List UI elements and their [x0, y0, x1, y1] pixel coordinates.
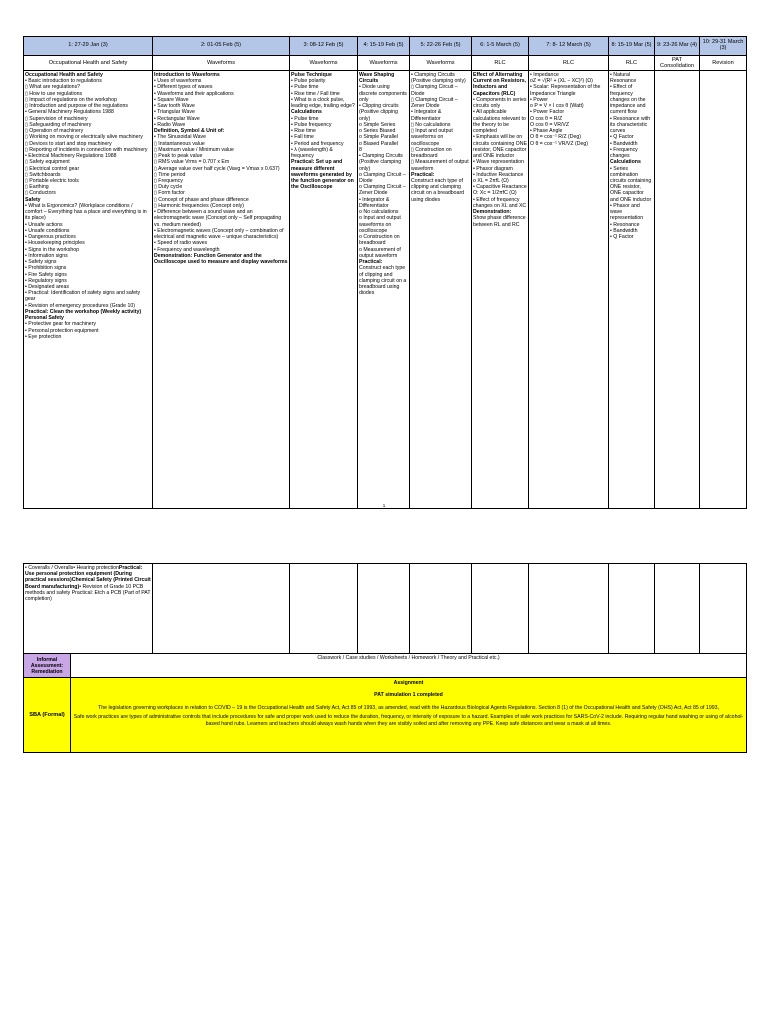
content-line: Effect of Alternating Current on Resistors, Inductors and Capacitors (RLC) [473, 72, 527, 97]
week-header: 8: 15-19 Mar (5) [609, 37, 655, 56]
content-line: Occupational Health and Safety [25, 72, 103, 78]
week-header: 4: 15-19 Feb (5) [358, 37, 410, 56]
content-line: • What is a clock pulse, leading edge, trailing edge? [291, 96, 355, 110]
content-line: Pulse Technique [291, 72, 332, 78]
content-line: ▯ Clamping Circuit – Diode [411, 84, 458, 97]
content-line: Practical: [359, 259, 383, 266]
week-header: 2: 01-05 Feb (5) [153, 37, 290, 56]
topic-header: Occupational Health and Safety [24, 56, 153, 71]
topic-header: RLC [609, 56, 655, 71]
content-line: • Period and frequency [291, 140, 344, 147]
week-header: 7: 8- 12 March (5) [529, 37, 609, 56]
teaching-plan-table [23, 36, 747, 509]
content-line: • Clamping Circuits (Positive clamping only) [359, 153, 403, 172]
content-line: • Fall time [291, 134, 314, 141]
content-row [24, 71, 747, 509]
content-line: • General Machinery Regulations 1988 [25, 109, 114, 116]
content-line: • Series combination circuits containing ONE resistor, ONE capacitor and ONE inductor [610, 165, 652, 203]
content-line: • Information signs [25, 252, 68, 259]
content-line: Show phase difference between RL and RC [473, 215, 526, 228]
content-line: • Rise time / Fall time [291, 90, 340, 97]
sba-paragraph-safe-work: Safe work practices are types of administrative controls that include procedures for safe and proper work used to reduce the duration, frequency, or intensity of exposure to a hazard. Examples of safe work practices for SARS-CoV-2 include. Requiring regular hand washing or using of alcohol-based hand rubs. Learners and teachers should always wash hands when they are visibly soiled and after removing any PPE. Keep safe distances and wear a mask at all times. [73, 714, 744, 728]
sba-content [71, 678, 747, 753]
content-line: • Resonance with its characteristic curves [610, 115, 651, 135]
empty-cell [529, 564, 609, 654]
content-line: ▯ Instantaneous value [154, 140, 205, 147]
empty-cell [358, 564, 410, 654]
content-line: • Electrical Machinery Regulations 1988 [25, 153, 117, 160]
content-line: • Dangerous practices [25, 234, 76, 241]
empty-cell [410, 564, 472, 654]
content-line: Practical: Set up and measure different waveforms generated by the function generator on the Oscilloscope [291, 159, 354, 191]
content-line: • Prohibition signs [25, 265, 67, 272]
content-line: • Effect of frequency changes on XL and XC [473, 196, 527, 209]
week-header: 6: 1-5 March (5) [472, 37, 529, 56]
empty-cell [290, 564, 358, 654]
content-line: • Signs in the workshop [25, 246, 80, 253]
week-header: 10: 29-31 March (3) [700, 37, 747, 56]
content-line: • Phasor diagram [473, 165, 513, 172]
content-line: ▯ Safeguarding of machinery [25, 121, 92, 128]
content-line: • Electromagnetic waves (Concept only – combination of electrical and magnetic wave – unique characteristics) [154, 227, 284, 241]
content-line: ▯ Duty cycle [154, 184, 183, 191]
content-line: o P = V × I cos θ (Watt) [530, 103, 584, 110]
sba-paragraph-legislation: The legislation governing workplaces in relation to COVID – 19 is the Occupational Health and Safety Act, Act 85 of 1993, as amended, read with the Hazardous Biological Agents Regulations. Section 8 (1) of the Occupational Health and Safety (OHS) Act, Act 85 of 1993, [98, 705, 719, 712]
content-line: • Hearing protection [73, 565, 119, 571]
week-header: 1: 27-29 Jan (3) [24, 37, 153, 56]
content-line: • Revision of emergency procedures (Grade 10) [25, 302, 135, 309]
content-line: Practical: Use personal protection equipment (During practical sessions) [25, 565, 143, 584]
topic-header: Waveforms [358, 56, 410, 71]
topic-header: PAT Consolidation [655, 56, 700, 71]
content-line: • Q Factor [610, 134, 634, 141]
sba-title-pat: PAT simulation 1 completed [374, 692, 443, 699]
content-line: • Pulse time [291, 115, 319, 122]
week-content-cell [609, 71, 655, 509]
week-content-cell [529, 71, 609, 509]
content-line: • Frequency changes [610, 146, 638, 160]
content-line: o Clamping Circuit – Zener Diode [359, 184, 406, 197]
content-line: • Wave representation [473, 159, 524, 166]
content-line: Construct each type of clipping and clamping circuit on a breadboard using diodes [411, 177, 465, 203]
topic-header: Waveforms [153, 56, 290, 71]
topic-header: RLC [529, 56, 609, 71]
content-line: O cos θ = R/Z [530, 115, 563, 122]
topic-header: Waveforms [290, 56, 358, 71]
week-header: 5: 22-26 Feb (5) [410, 37, 472, 56]
content-line: ▯ Harmonic frequencies (Concept only) [154, 202, 244, 209]
content-line: ▯ Frequency [154, 177, 183, 184]
content-line: • Fire Safety signs [25, 271, 67, 278]
informal-assessment-row [24, 654, 747, 678]
content-line: ▯ Form factor [154, 190, 185, 197]
content-line: • The Sinusoidal Wave [154, 134, 206, 141]
content-line: 8 [359, 146, 362, 153]
content-line: o Input and output waveforms on oscilloscope [359, 215, 401, 234]
content-line: • Clamping Circuits (Positive clamping only) [411, 72, 466, 85]
week-header: 9: 23-26 Mar (4) [655, 37, 700, 56]
sba-title-assignment: Assignment [393, 680, 424, 686]
content-line: ▯ Safety equipment [25, 159, 70, 166]
content-line: o Clamping Circuit – Diode [359, 171, 406, 184]
content-line: • Capacitive Reactance [473, 184, 527, 191]
content-line: Demonstration: Function Generator and the Oscilloscope used to measure and display waveforms [154, 252, 288, 266]
content-line: • Phasor and wave representation [610, 202, 644, 222]
content-line: ▯ RMS value Vrms = 0.707 x Em [154, 159, 230, 166]
empty-cell [609, 564, 655, 654]
content-line: o Simple Series [359, 121, 396, 128]
content-line: • Inductive Reactance [473, 171, 524, 178]
content-line: • Square Wave [154, 96, 189, 103]
empty-cell [153, 564, 290, 654]
sba-row [24, 678, 747, 753]
content-line: ▯ No calculations [411, 121, 451, 128]
content-line: Practical: Clean the workshop (Weekly activity) [25, 308, 142, 315]
week-content-cell [655, 71, 700, 509]
content-line: • Phase Angle [530, 128, 563, 135]
content-line: • Diode using discrete components only [359, 84, 407, 103]
topic-header-row [24, 56, 747, 71]
content-line: ▯ Switchboards [25, 171, 61, 178]
content-line: o Simple Parallel [359, 134, 398, 141]
content-line: o Series Biased [359, 128, 396, 135]
content-line: o Measurement of output waveform [359, 246, 401, 259]
content-line: Practical: [411, 171, 435, 178]
content-line: • Pulse frequency [291, 121, 332, 128]
content-line: ▯ Measurement of output waveform [411, 159, 469, 172]
content-line: ▯ Time period [154, 171, 186, 178]
content-line: • Integrator & Differentiator [411, 109, 442, 122]
content-line: • Power Factor [530, 109, 565, 116]
content-line: • Frequency and wavelength [154, 246, 220, 253]
content-line: ▯ Supervision of machinery [25, 115, 88, 122]
content-line: • Regulatory signs [25, 277, 67, 284]
content-line: • Rise time [291, 128, 316, 135]
content-line: ▯ Concept of phase and phase difference [154, 196, 249, 203]
week-content-cell [700, 71, 747, 509]
week-content-cell [472, 71, 529, 509]
content-line: Chemical Safety (Printed Circuit Board manufacturing) [25, 577, 151, 590]
content-line: • Waveforms and their applications [154, 90, 234, 97]
content-line: • Personal protection equipment [25, 327, 99, 334]
content-line: O cos θ = VR/VZ [530, 121, 570, 128]
content-line: Personal Safety [25, 315, 64, 322]
continued-content-row [24, 564, 747, 654]
content-line: ▯ What are regulations? [25, 84, 81, 91]
content-line: o No calculations [359, 209, 399, 216]
content-line: ▯ How to use regulations [25, 90, 83, 97]
content-line: o XL = 2πfL (Ω) [473, 177, 509, 184]
content-line: • Bandwidth [610, 140, 638, 147]
content-line: • λ (wavelength) & frequency [291, 146, 333, 160]
content-line: • Natural Resonance [610, 72, 637, 85]
content-line: Practical: Etch a PCB (Part of PAT completion) [25, 589, 151, 603]
content-line: • Unsafe conditions [25, 227, 70, 234]
content-line: • Impedance [530, 72, 559, 78]
content-line: • Pulse time [291, 84, 319, 91]
teaching-plan-table-continued [23, 563, 747, 753]
content-line: o Biased Parallel [359, 140, 398, 147]
content-line: • Rectangular Wave [154, 115, 200, 122]
content-line: • Clipping circuits (Positive clipping only) [359, 103, 399, 122]
content-line: ▯ Clamping Circuit – Zener Diode [411, 96, 458, 110]
content-line: Safety [25, 196, 41, 203]
content-line: ▯ Construction on breadboard [411, 146, 452, 160]
topic-header: RLC [472, 56, 529, 71]
content-line: • Protective gear for machinery [25, 321, 97, 328]
content-line: ▯ Introduction and purpose of the regulations [25, 103, 128, 110]
content-line: O: Xc = 1/2πfC (Ω) [473, 190, 517, 197]
continued-content-cell [24, 564, 153, 654]
content-line: ▯ Portable electric tools [25, 177, 79, 184]
content-line: • Designated areas [25, 283, 69, 290]
informal-assessment-label: Informal Assessment: Remediation [24, 654, 71, 678]
content-line: • Safety signs [25, 259, 57, 266]
week-content-cell [358, 71, 410, 509]
week-content-cell [24, 71, 153, 509]
content-line: • Triangular Wave [154, 109, 195, 116]
content-line: Calculations [291, 109, 322, 116]
content-line: • Uses of waveforms [154, 78, 202, 85]
page-number: 1 [382, 503, 386, 508]
content-line: • Different types of waves [154, 84, 213, 91]
content-line: Construct each type of clipping and clamping circuit on a breadboard using diodes [359, 265, 407, 297]
content-line: ▯ Peak to peak value [154, 153, 203, 160]
content-line: oZ = √(R² + (XL − XC)²) (Ω) [530, 78, 593, 85]
content-line: • Practical: Identification of safety signs and safety gear [25, 290, 141, 303]
content-line: ▯ Conductors [25, 190, 56, 197]
informal-assessment-text: Classwork / Case studies / Worksheets / Homework / Theory and Practical etc.) [71, 654, 747, 678]
content-line: ▯ Operation of machinery [25, 128, 84, 135]
content-line: • Speed of radio waves [154, 240, 208, 247]
page-2 [0, 512, 768, 1024]
content-line: ▯ Devices to start and stop machinery [25, 140, 112, 147]
content-line: • Bandwidth [610, 227, 638, 234]
content-line: • Coveralls / Overalls [25, 565, 74, 571]
content-line: ▯ Maximum value / Minimum value [154, 146, 234, 153]
content-line: O θ = cos⁻¹ VR/VZ (Deg) [530, 140, 588, 147]
content-line: • Q Factor [610, 234, 634, 241]
empty-cell [472, 564, 529, 654]
content-line: • Revision of Grade 10 PCB methods and safety [25, 583, 144, 596]
content-line: • Effect of frequency changes on the impedance and current flow [610, 84, 646, 116]
content-line: ▯ Electrical control gear [25, 165, 80, 172]
content-line: • Emphasis will be on circuits containing ONE resistor, ONE capacitor and ONE inductor [473, 134, 527, 160]
content-line: ▯ Average value over half cycle (Vavg = Vmax x 0.637) [154, 165, 280, 172]
content-line: • Components in series circuits only [473, 96, 527, 110]
topic-header: Waveforms [410, 56, 472, 71]
content-line: ▯ Reporting of incidents in connection with machinery [25, 146, 148, 153]
week-header-row [24, 37, 747, 56]
content-line: ▯ Earthing [25, 184, 49, 191]
content-line: • Difference between a sound wave and an electromagnetic wave (Concept only – Self propagating vs. medium needed) [154, 209, 282, 228]
content-line: • Unsafe actions [25, 221, 63, 228]
content-line: • Scalar: Representation of the Impedance Triangle [530, 84, 601, 97]
content-line: • Eye protection [25, 333, 62, 340]
content-line: Demonstration: [473, 209, 512, 216]
content-line: • Power [530, 96, 548, 103]
sba-label: SBA (Formal) [24, 678, 71, 753]
content-line: ▯ Impact of regulations on the workshop [25, 96, 117, 103]
content-line: Wave Shaping Circuits [359, 72, 395, 85]
content-line: o Construction on breadboard [359, 234, 400, 247]
empty-cell [655, 564, 700, 654]
week-content-cell [153, 71, 290, 509]
topic-header: Revision [700, 56, 747, 71]
content-line: • Housekeeping principles [25, 240, 85, 247]
content-line: • What is Ergonomics? (Workplace conditions / comfort – Everything has a place and everything is in its place) [25, 202, 147, 222]
content-line: • Integrator & Differentiator [359, 196, 390, 209]
content-line: • Pulse polarity [291, 78, 326, 85]
content-line: O θ = cos⁻¹ R/Z (Deg) [530, 134, 582, 141]
content-line: Calculations [610, 159, 641, 166]
content-line: Introduction to Waveforms [154, 72, 220, 78]
week-content-cell [290, 71, 358, 509]
content-line: ▯ Working on moving or electrically alive machinery [25, 134, 143, 141]
content-line: ▯ Input and output waveforms on oscilloscope [411, 128, 453, 147]
week-header: 3: 08-12 Feb (5) [290, 37, 358, 56]
content-line: • Resonance [610, 221, 640, 228]
content-line: • All applicable calculations relevant to the theory to be completed [473, 109, 526, 135]
week-content-cell [410, 71, 472, 509]
content-line: Definition, Symbol & Unit of: [154, 128, 225, 135]
content-line: • Basic introduction to regulations [25, 78, 102, 85]
content-line: • Saw tooth Wave [154, 103, 195, 110]
empty-cell [700, 564, 747, 654]
content-line: • Radio Wave [154, 121, 186, 128]
